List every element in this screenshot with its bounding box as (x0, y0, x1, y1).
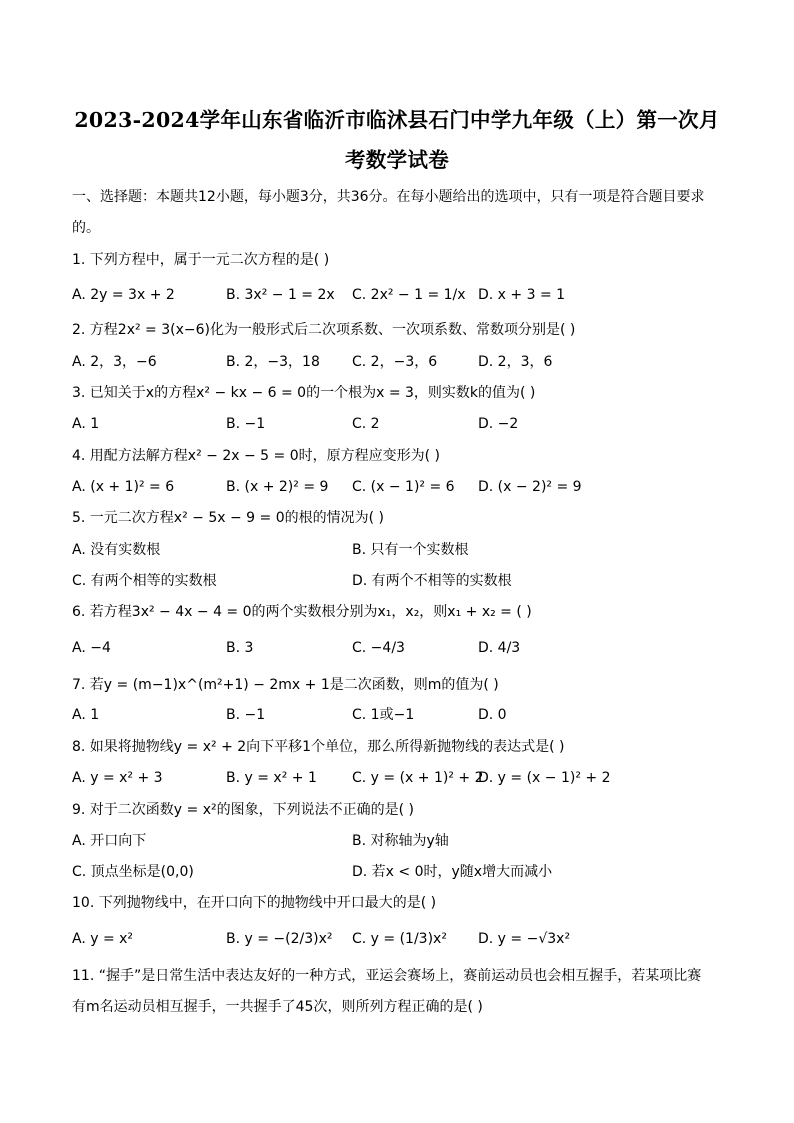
exam-title-line2: 考数学试卷 (345, 148, 449, 172)
question-8-option-a: A. y = x² + 3 (72, 770, 163, 786)
question-9-stem: 9. 对于二次函数y = x²的图象，下列说法不正确的是( ) (72, 802, 414, 818)
question-5-stem: 5. 一元二次方程x² − 5x − 9 = 0的根的情况为( ) (72, 510, 384, 526)
question-8-option-c: C. y = (x + 1)² + 2 (352, 770, 484, 786)
question-2-option-d: D. 2，3，6 (478, 354, 553, 370)
question-7-option-d: D. 0 (478, 707, 507, 723)
question-5-option-d: D. 有两个不相等的实数根 (352, 573, 512, 589)
question-4-option-c: C. (x − 1)² = 6 (352, 479, 455, 495)
question-6-stem: 6. 若方程3x² − 4x − 4 = 0的两个实数根分别为x₁，x₂，则x₁ + x₂ = ( ) (72, 604, 532, 620)
question-2-option-b: B. 2，−3，18 (226, 354, 320, 370)
question-11-stem-line2: 有m名运动员相互握手，一共握手了45次，则所列方程正确的是( ) (72, 999, 483, 1015)
question-6-option-c: C. −4/3 (352, 640, 405, 656)
question-10-option-c: C. y = (1/3)x² (352, 931, 447, 947)
question-6-option-a: A. −4 (72, 640, 111, 656)
section-instruction-line1: 一、选择题：本题共12小题，每小题3分，共36分。在每小题给出的选项中，只有一项是符合题目要求 (72, 189, 705, 205)
question-7-option-b: B. −1 (226, 707, 266, 723)
question-11-stem-line1: 11. “握手”是日常生活中表达友好的一种方式，亚运会赛场上，赛前运动员也会相互握手，若某项比赛 (72, 968, 702, 984)
question-5-option-c: C. 有两个相等的实数根 (72, 573, 217, 589)
question-9-option-d: D. 若x < 0时，y随x增大而减小 (352, 864, 553, 880)
question-1-stem: 1. 下列方程中，属于一元二次方程的是( ) (72, 252, 330, 268)
question-9-option-b: B. 对称轴为y轴 (352, 833, 449, 849)
question-4-option-b: B. (x + 2)² = 9 (226, 479, 329, 495)
question-3-stem: 3. 已知关于x的方程x² − kx − 6 = 0的一个根为x = 3，则实数k的值为( ) (72, 385, 536, 401)
question-7-option-c: C. 1或−1 (352, 707, 415, 723)
question-4-option-d: D. (x − 2)² = 9 (478, 479, 582, 495)
question-5-option-b: B. 只有一个实数根 (352, 542, 469, 558)
question-8-option-b: B. y = x² + 1 (226, 770, 317, 786)
question-8-stem: 8. 如果将抛物线y = x² + 2向下平移1个单位，那么所得新抛物线的表达式是( ) (72, 739, 565, 755)
exam-title-line1: 2023-2024学年山东省临沂市临沭县石门中学九年级（上）第一次月 (74, 108, 720, 132)
question-3-option-d: D. −2 (478, 416, 519, 432)
question-2-option-c: C. 2，−3，6 (352, 354, 438, 370)
question-9-option-c: C. 顶点坐标是(0,0) (72, 864, 194, 880)
question-10-option-d: D. y = −√3x² (478, 931, 571, 947)
question-4-option-a: A. (x + 1)² = 6 (72, 479, 175, 495)
question-9-option-a: A. 开口向下 (72, 833, 147, 849)
question-7-stem: 7. 若y = (m−1)x^(m²+1) − 2mx + 1是二次函数，则m的值为( ) (72, 677, 499, 693)
section-instruction-line2: 的。 (72, 220, 100, 236)
question-8-option-d: D. y = (x − 1)² + 2 (478, 770, 611, 786)
question-3-option-a: A. 1 (72, 416, 100, 432)
question-10-option-b: B. y = −(2/3)x² (226, 931, 333, 947)
question-6-option-b: B. 3 (226, 640, 254, 656)
question-2-option-a: A. 2，3，−6 (72, 354, 157, 370)
question-7-option-a: A. 1 (72, 707, 100, 723)
question-5-option-a: A. 没有实数根 (72, 542, 161, 558)
question-3-option-b: B. −1 (226, 416, 266, 432)
question-1-option-a: A. 2y = 3x + 2 (72, 287, 175, 303)
question-1-option-c: C. 2x² − 1 = 1/x (352, 287, 466, 303)
question-3-option-c: C. 2 (352, 416, 380, 432)
question-4-stem: 4. 用配方法解方程x² − 2x − 5 = 0时，原方程应变形为( ) (72, 448, 440, 464)
question-2-stem: 2. 方程2x² = 3(x−6)化为一般形式后二次项系数、一次项系数、常数项分别是( ) (72, 322, 576, 338)
question-6-option-d: D. 4/3 (478, 640, 521, 656)
question-1-option-b: B. 3x² − 1 = 2x (226, 287, 335, 303)
question-10-option-a: A. y = x² (72, 931, 134, 947)
question-10-stem: 10. 下列抛物线中，在开口向下的抛物线中开口最大的是( ) (72, 895, 437, 911)
question-1-option-d: D. x + 3 = 1 (478, 287, 566, 303)
